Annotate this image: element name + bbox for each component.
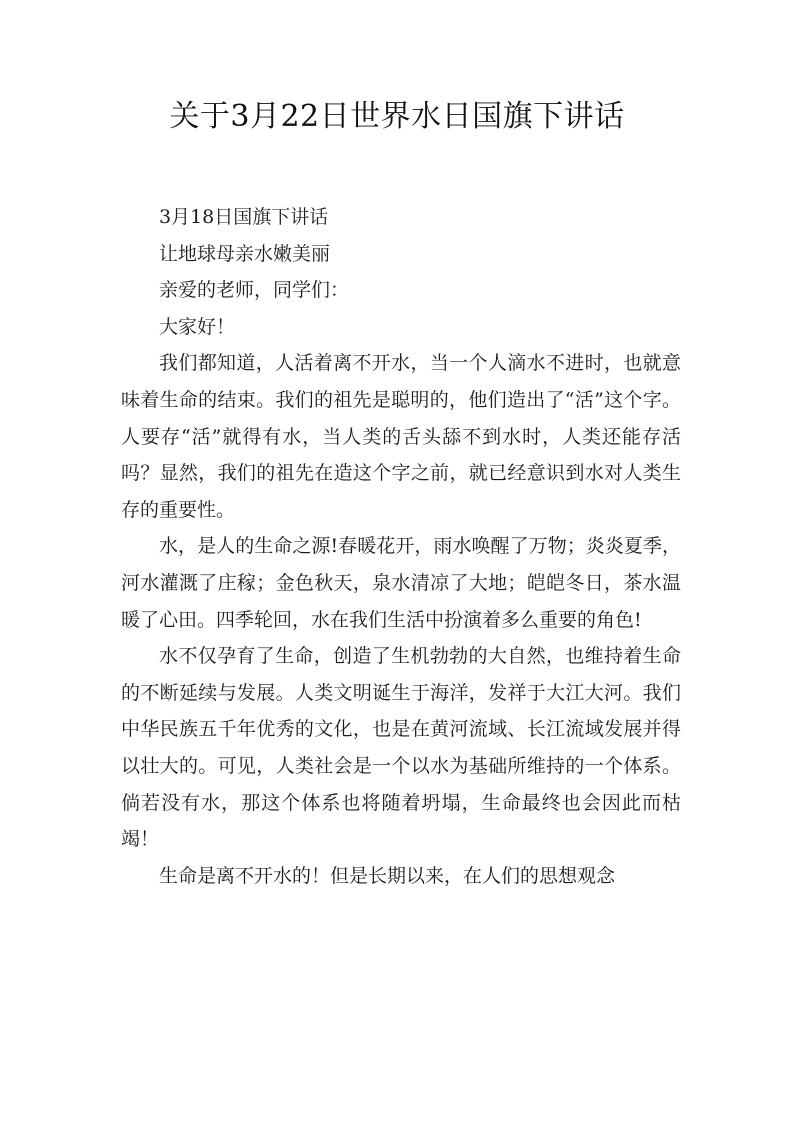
paragraph: 水，是人的生命之源!春暖花开，雨水唤醒了万物；炎炎夏季，河水灌溉了庄稼；金色秋天，泉水清凉了大地；皑皑冬日，茶水温暖了心田。四季轮回，水在我们生活中扮演着多么重要的角色!: [121, 535, 681, 631]
paragraph: 我们都知道，人活着离不开水，当一个人滴水不进时，也就意味着生命的结束。我们的祖先是聪明的，他们造出了“活”这个字。人要存“活”就得有水，当人类的舌头舔不到水时，人类还能存活吗？显然，我们的祖先在造这个字之前，就已经意识到水对人类生存的重要性。: [121, 352, 681, 521]
document-body: [121, 199, 681, 894]
paragraph-date-heading: 3月18日国旗下讲话: [159, 206, 329, 228]
paragraph-salutation: 亲爱的老师，同学们：: [159, 279, 350, 302]
paragraph: 生命是离不开水的！但是长期以来，在人们的思想观念: [159, 864, 616, 887]
paragraph-speech-title: 让地球母亲水嫩美丽: [159, 242, 331, 265]
document-title: 关于3月22日世界水日国旗下讲话: [169, 99, 625, 134]
paragraph-greeting: 大家好！: [159, 315, 236, 338]
paragraph: 水不仅孕育了生命，创造了生机勃勃的大自然，也维持着生命的不断延续与发展。人类文明诞生于海洋，发祥于大江大河。我们中华民族五千年优秀的文化，也是在黄河流域、长江流域发展并得以壮大的。可见，人类社会是一个以水为基础所维持的一个体系。倘若没有水，那这个体系也将随着坍塌，生命最终也会因此而枯竭！: [121, 645, 681, 851]
